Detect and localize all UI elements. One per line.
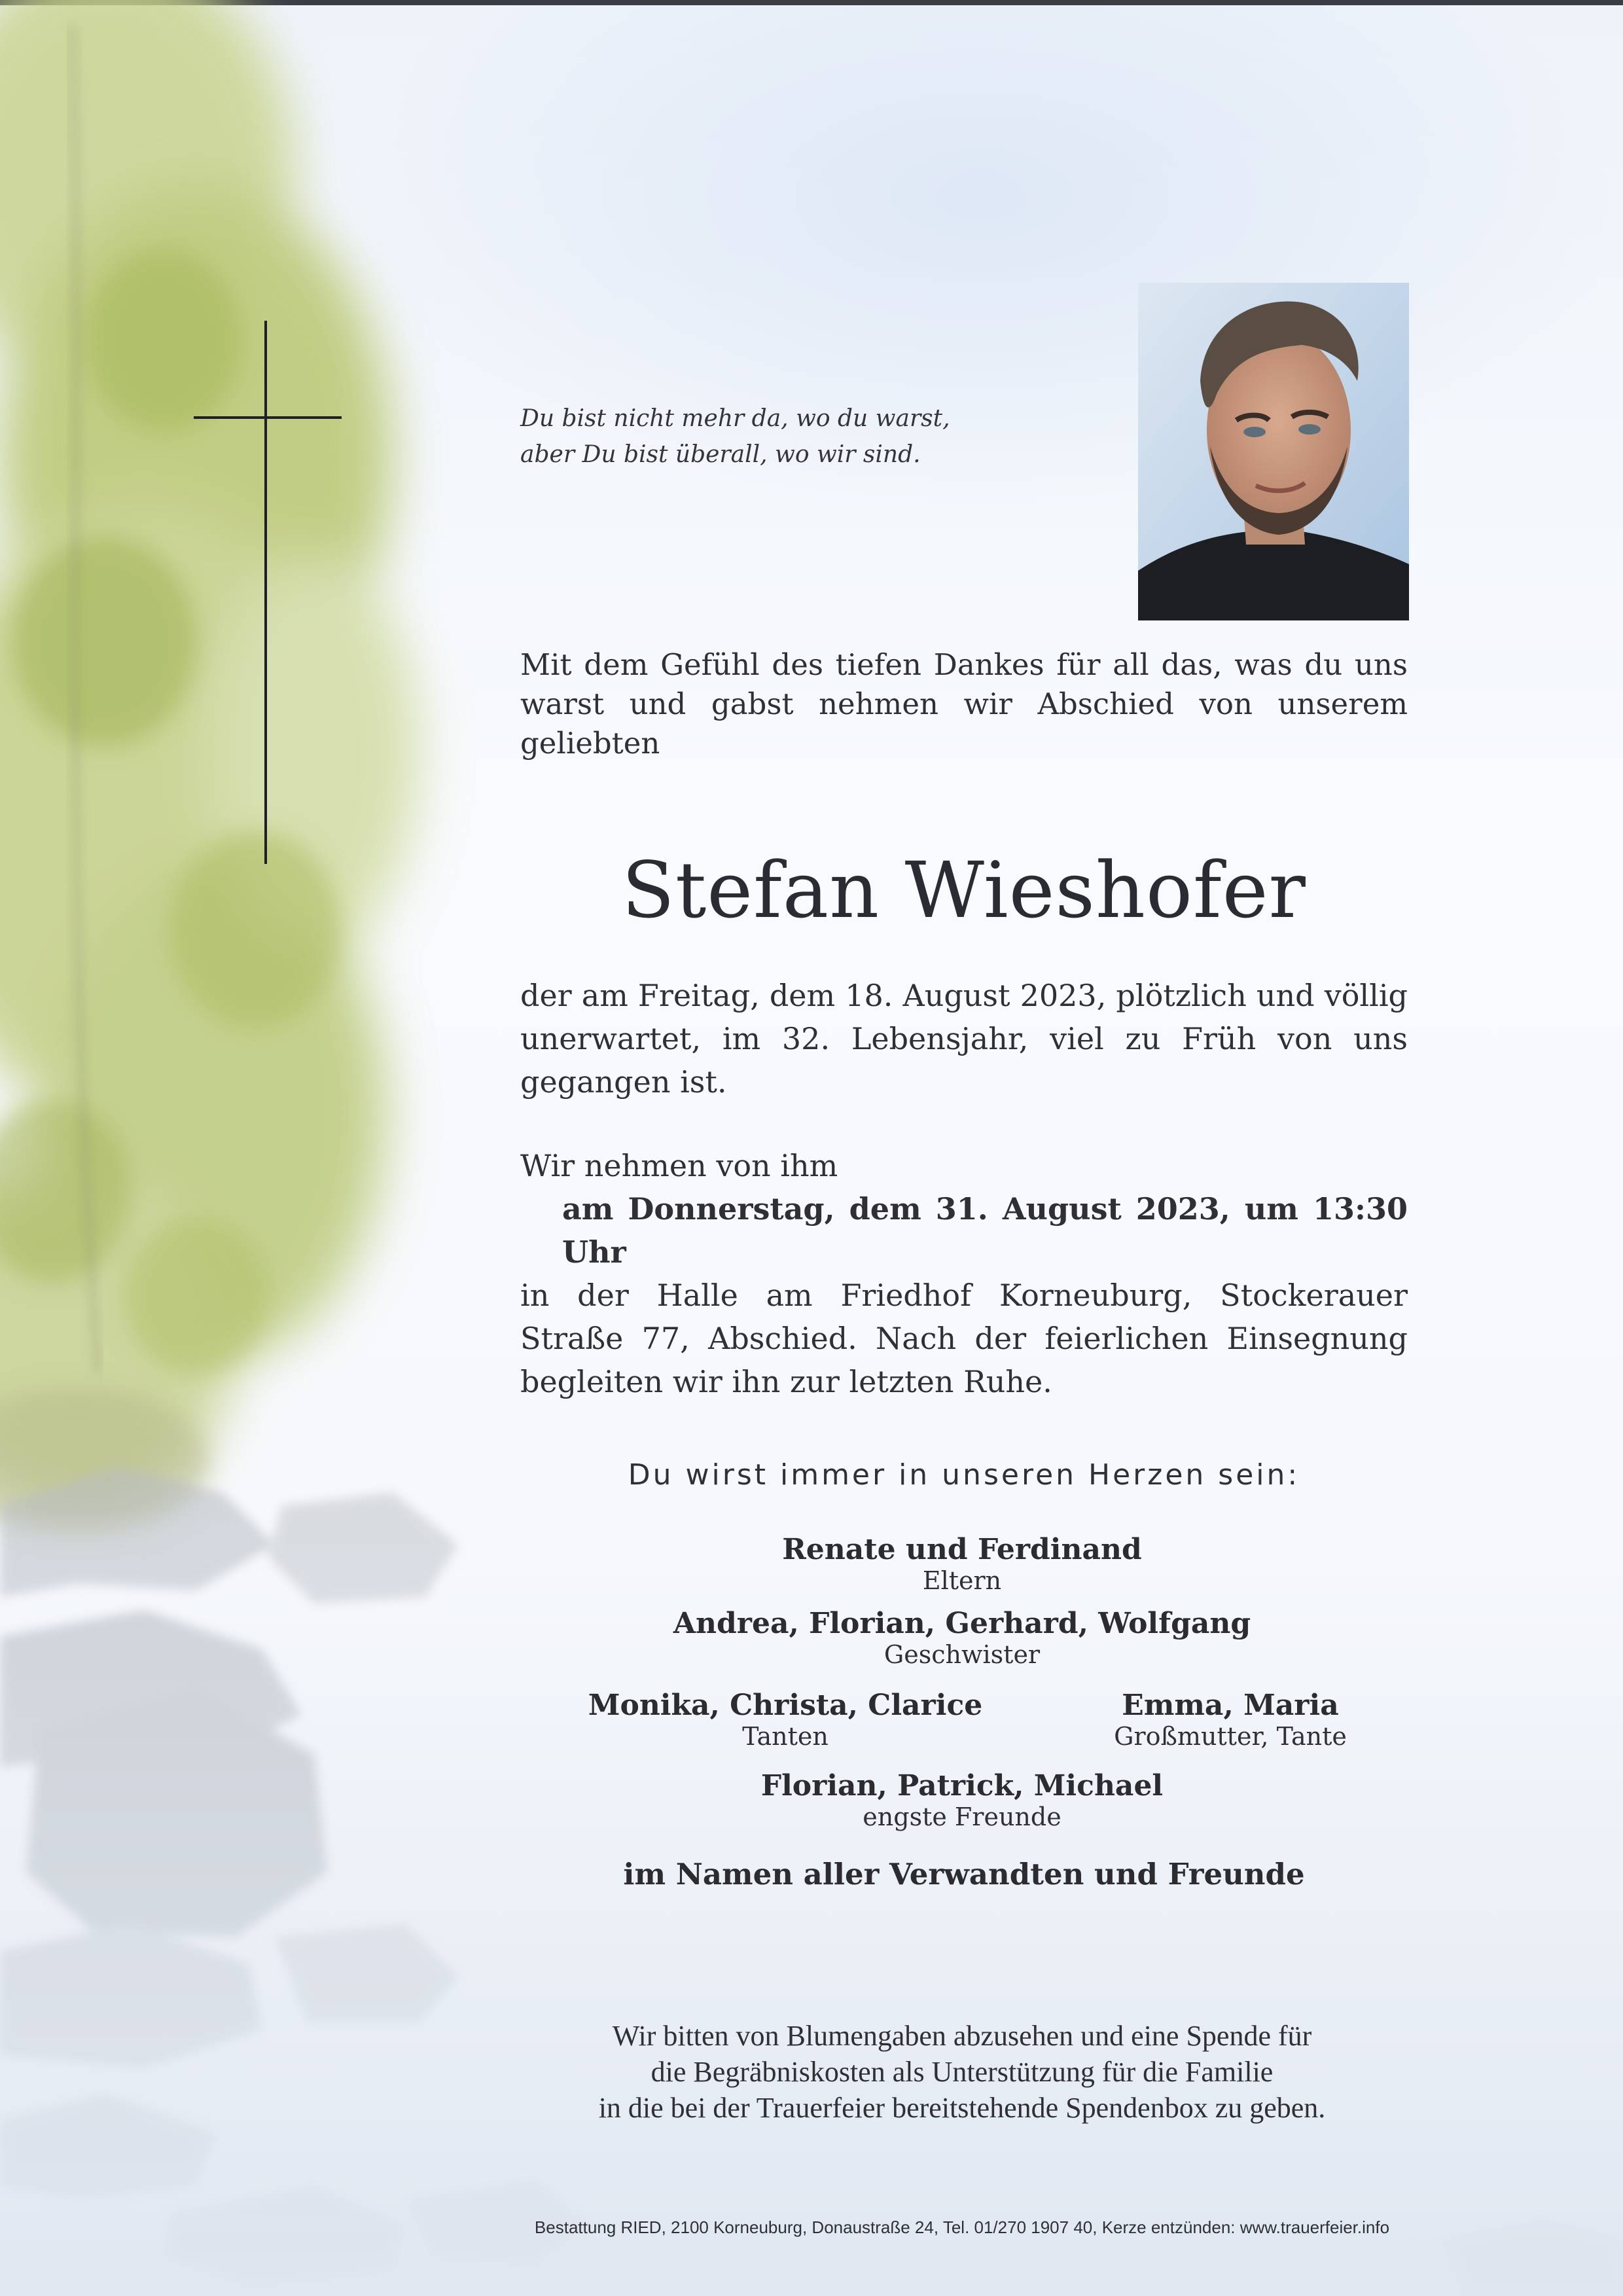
mourner-relation: Tanten xyxy=(742,1722,829,1751)
death-notice: der am Freitag, dem 18. August 2023, plötzlich und völlig unerwartet, im 32. Lebensjahr, viel zu Früh von uns gegangen ist. xyxy=(520,978,1408,1100)
mourner-relation: Geschwister xyxy=(883,1640,1041,1669)
portrait-photo xyxy=(1138,283,1409,620)
cross-icon-crossbar xyxy=(194,416,342,419)
donation-line: in die bei der Trauerfeier bereitstehende Spendenbox zu geben. xyxy=(598,2092,1326,2124)
mourner-relation: Großmutter, Tante xyxy=(1114,1722,1347,1751)
mourner-group xyxy=(504,1689,1067,1750)
mourner-group xyxy=(589,1607,1335,1668)
mourner-names: Andrea, Florian, Gerhard, Wolfgang xyxy=(673,1607,1251,1640)
mourner-names: Emma, Maria xyxy=(1122,1689,1339,1722)
mourner-relation: engste Freunde xyxy=(863,1803,1061,1831)
donation-line: die Begräbniskosten als Unterstützung für die Familie xyxy=(651,2056,1274,2088)
donation-line: Wir bitten von Blumengaben abzusehen und eine Spende für xyxy=(612,2020,1312,2052)
ceremony-details: in der Halle am Friedhof Korneuburg, Stockerauer Straße 77, Abschied. Nach der feierlichen Einsegnung begleiten wir ihn zur letzten Ruhe. xyxy=(520,1278,1408,1399)
mourner-relation: Eltern xyxy=(922,1566,1002,1595)
mourner-group xyxy=(1034,1689,1427,1750)
mourner-names: Monika, Christa, Clarice xyxy=(588,1689,983,1722)
deceased-name: Stefan Wieshofer xyxy=(622,845,1306,935)
ceremony-info xyxy=(520,1144,1408,1403)
memorial-quote xyxy=(520,401,978,473)
quote-line: Du bist nicht mehr da, wo du warst, xyxy=(520,405,950,432)
mourner-names: Renate und Ferdinand xyxy=(782,1533,1142,1566)
intro-text: Mit dem Gefühl des tiefen Dankes für all das, was du uns warst und gabst nehmen wir Abschied von unserem geliebten xyxy=(520,647,1408,761)
closing-line: im Namen aller Verwandten und Freunde xyxy=(623,1857,1305,1892)
cross-icon xyxy=(264,321,267,864)
mourner-names: Florian, Patrick, Michael xyxy=(760,1769,1164,1803)
funeral-home-footer: Bestattung RIED, 2100 Korneuburg, Donaustraße 24, Tel. 01/270 1907 40, Kerze entzünden: www.trauerfeier.info xyxy=(534,2217,1390,2237)
quote-line: aber Du bist überall, wo wir sind. xyxy=(520,441,921,468)
ceremony-date: am Donnerstag, dem 31. August 2023, um 13:30 Uhr xyxy=(562,1191,1408,1270)
mourner-group xyxy=(654,1769,1270,1831)
donation-request xyxy=(458,2018,1466,2126)
mourners-heading: Du wirst immer in unseren Herzen sein: xyxy=(628,1458,1300,1492)
mourner-group xyxy=(654,1533,1270,1594)
ceremony-lead: Wir nehmen von ihm xyxy=(520,1148,838,1183)
